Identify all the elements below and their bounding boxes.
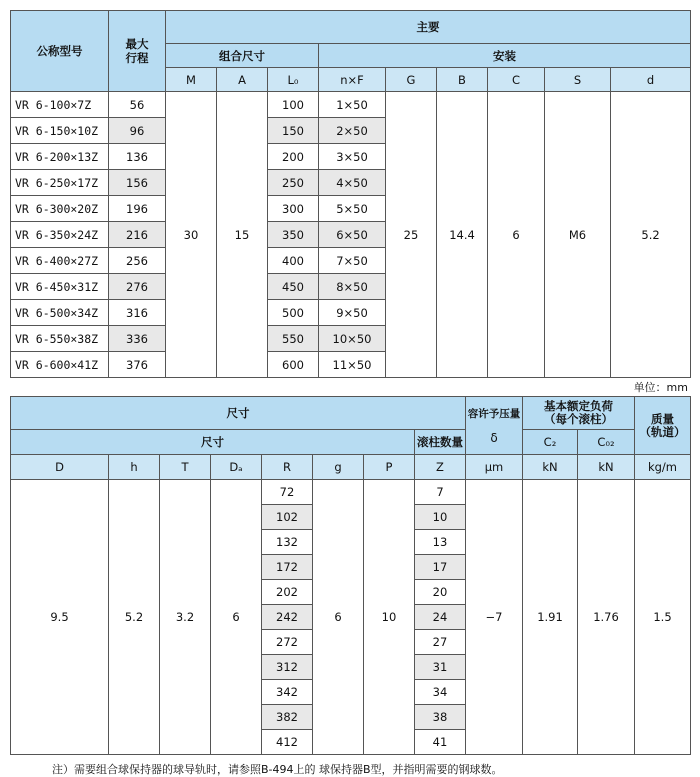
Z-cell: 38 xyxy=(415,705,466,730)
shared-C-cell: 1.91 xyxy=(523,480,578,755)
col-header: S xyxy=(545,68,611,92)
C0-unit: kN xyxy=(578,455,635,480)
nF-cell: 9×50 xyxy=(319,300,386,326)
stroke-cell: 216 xyxy=(109,222,166,248)
Z-cell: 17 xyxy=(415,555,466,580)
L0-cell: 600 xyxy=(268,352,319,378)
model-cell: VR 6-550×38Z xyxy=(11,326,109,352)
nF-cell: 5×50 xyxy=(319,196,386,222)
model-cell: VR 6-500×34Z xyxy=(11,300,109,326)
model-cell: VR 6-400×27Z xyxy=(11,248,109,274)
mass-unit: kg/m xyxy=(635,455,691,480)
model-cell: VR 6-250×17Z xyxy=(11,170,109,196)
Z-cell: 41 xyxy=(415,730,466,755)
header-preload xyxy=(466,397,523,455)
header-C0: C₀₂ xyxy=(578,430,635,455)
R-cell: 412 xyxy=(262,730,313,755)
L0-cell: 250 xyxy=(268,170,319,196)
shared-D-cell: 9.5 xyxy=(11,480,109,755)
spec-table-dims xyxy=(10,396,691,755)
spec-table-main xyxy=(10,10,691,378)
shared-delta-cell: −7 xyxy=(466,480,523,755)
nF-cell: 7×50 xyxy=(319,248,386,274)
L0-cell: 400 xyxy=(268,248,319,274)
shared-C0-cell: 1.76 xyxy=(578,480,635,755)
model-cell: VR 6-300×20Z xyxy=(11,196,109,222)
header-dimensions-sub: 尺寸 xyxy=(11,430,415,455)
stroke-cell: 256 xyxy=(109,248,166,274)
stroke-cell: 156 xyxy=(109,170,166,196)
header-mass: 质量 （轨道） xyxy=(635,397,691,455)
shared-P-cell: 10 xyxy=(364,480,415,755)
shared-M-cell: 30 xyxy=(166,92,217,378)
Z-cell: 20 xyxy=(415,580,466,605)
shared-C-cell: 6 xyxy=(488,92,545,378)
col-header: B xyxy=(437,68,488,92)
shared-B-cell: 14.4 xyxy=(437,92,488,378)
R-cell: 342 xyxy=(262,680,313,705)
shared-g-cell: 6 xyxy=(313,480,364,755)
stroke-cell: 336 xyxy=(109,326,166,352)
R-cell: 132 xyxy=(262,530,313,555)
col-header: A xyxy=(217,68,268,92)
shared-Da-cell: 6 xyxy=(211,480,262,755)
stroke-cell: 196 xyxy=(109,196,166,222)
Z-cell: 7 xyxy=(415,480,466,505)
shared-A-cell: 15 xyxy=(217,92,268,378)
header-stroke: 最大 行程 xyxy=(109,11,166,92)
L0-cell: 100 xyxy=(268,92,319,118)
col-header: h xyxy=(109,455,160,480)
stroke-cell: 316 xyxy=(109,300,166,326)
header-install: 安装 xyxy=(319,44,691,68)
col-header: n×F xyxy=(319,68,386,92)
header-rollers: 滚柱数量 xyxy=(415,430,466,455)
nF-cell: 10×50 xyxy=(319,326,386,352)
delta-unit: μm xyxy=(466,455,523,480)
R-cell: 272 xyxy=(262,630,313,655)
col-header: d xyxy=(611,68,691,92)
C-unit: kN xyxy=(523,455,578,480)
unit-label: 单位：mm xyxy=(633,381,688,394)
col-header: G xyxy=(386,68,437,92)
col-header: R xyxy=(262,455,313,480)
L0-cell: 500 xyxy=(268,300,319,326)
shared-h-cell: 5.2 xyxy=(109,480,160,755)
nF-cell: 8×50 xyxy=(319,274,386,300)
model-cell: VR 6-600×41Z xyxy=(11,352,109,378)
stroke-cell: 376 xyxy=(109,352,166,378)
shared-mass-cell: 1.5 xyxy=(635,480,691,755)
header-main: 主要 xyxy=(166,11,691,44)
stroke-cell: 276 xyxy=(109,274,166,300)
col-header: g xyxy=(313,455,364,480)
col-header: Dₐ xyxy=(211,455,262,480)
nF-cell: 6×50 xyxy=(319,222,386,248)
L0-cell: 200 xyxy=(268,144,319,170)
L0-cell: 450 xyxy=(268,274,319,300)
Z-cell: 27 xyxy=(415,630,466,655)
Z-cell: 34 xyxy=(415,680,466,705)
nF-cell: 3×50 xyxy=(319,144,386,170)
header-model: 公称型号 xyxy=(11,11,109,92)
shared-G-cell: 25 xyxy=(386,92,437,378)
col-header: T xyxy=(160,455,211,480)
header-dimensions: 尺寸 xyxy=(11,397,466,430)
nF-cell: 1×50 xyxy=(319,92,386,118)
shared-d-cell: 5.2 xyxy=(611,92,691,378)
R-cell: 382 xyxy=(262,705,313,730)
col-header: D xyxy=(11,455,109,480)
Z-cell: 13 xyxy=(415,530,466,555)
L0-cell: 150 xyxy=(268,118,319,144)
R-cell: 202 xyxy=(262,580,313,605)
R-cell: 172 xyxy=(262,555,313,580)
Z-cell: 24 xyxy=(415,605,466,630)
footnote: 注）需要组合球保持器的球导轨时，请参照B-494上的 球保持器B型，并指明需要的钢球数。 xyxy=(52,763,503,776)
col-header: L₀ xyxy=(268,68,319,92)
L0-cell: 550 xyxy=(268,326,319,352)
nF-cell: 4×50 xyxy=(319,170,386,196)
preload-label: 容许予压量 xyxy=(467,408,521,420)
col-header: M xyxy=(166,68,217,92)
model-cell: VR 6-150×10Z xyxy=(11,118,109,144)
model-cell: VR 6-200×13Z xyxy=(11,144,109,170)
col-header: C xyxy=(488,68,545,92)
Z-cell: 31 xyxy=(415,655,466,680)
nF-cell: 2×50 xyxy=(319,118,386,144)
stroke-cell: 136 xyxy=(109,144,166,170)
shared-S-cell: M6 xyxy=(545,92,611,378)
model-cell: VR 6-450×31Z xyxy=(11,274,109,300)
R-cell: 312 xyxy=(262,655,313,680)
header-load-rating: 基本额定负荷 （每个滚柱） xyxy=(523,397,635,430)
shared-T-cell: 3.2 xyxy=(160,480,211,755)
stroke-cell: 96 xyxy=(109,118,166,144)
model-cell: VR 6-350×24Z xyxy=(11,222,109,248)
col-header: P xyxy=(364,455,415,480)
stroke-cell: 56 xyxy=(109,92,166,118)
header-combo-dims: 组合尺寸 xyxy=(166,44,319,68)
col-header: Z xyxy=(415,455,466,480)
model-cell: VR 6-100×7Z xyxy=(11,92,109,118)
R-cell: 72 xyxy=(262,480,313,505)
nF-cell: 11×50 xyxy=(319,352,386,378)
Z-cell: 10 xyxy=(415,505,466,530)
L0-cell: 300 xyxy=(268,196,319,222)
delta-symbol: δ xyxy=(490,431,498,445)
R-cell: 102 xyxy=(262,505,313,530)
R-cell: 242 xyxy=(262,605,313,630)
header-C: C₂ xyxy=(523,430,578,455)
L0-cell: 350 xyxy=(268,222,319,248)
